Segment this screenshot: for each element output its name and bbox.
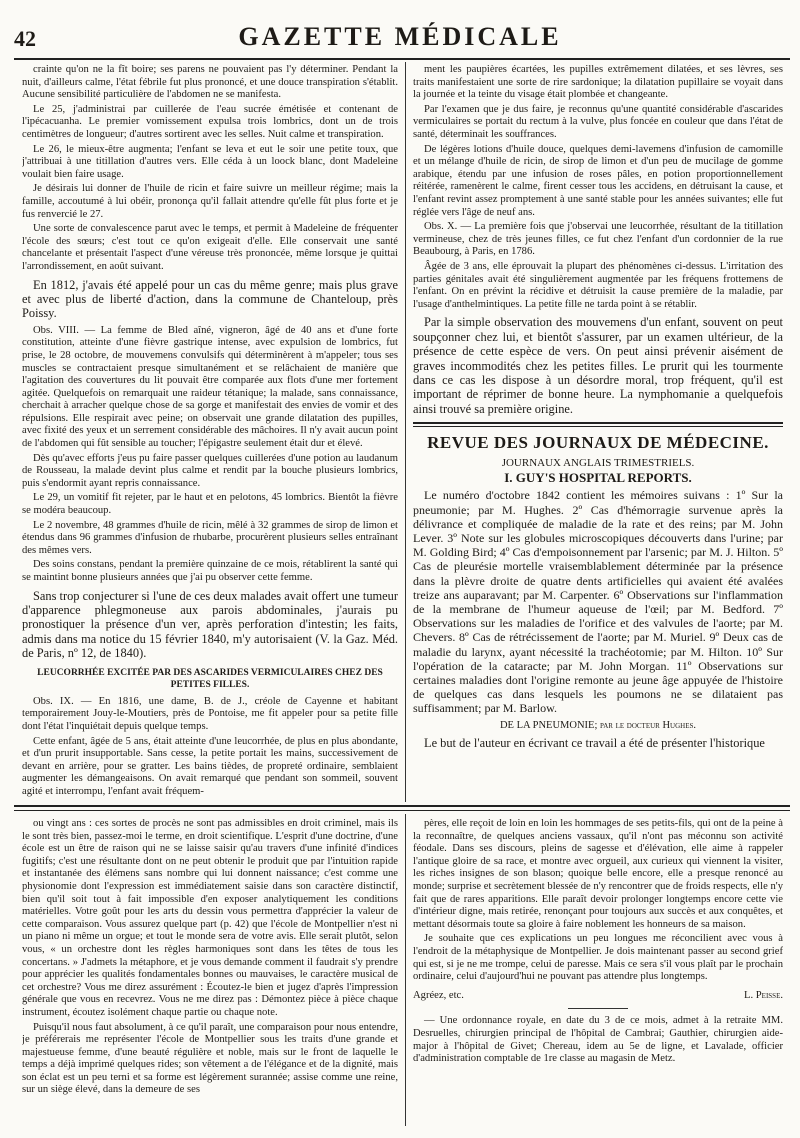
bottom-right-column [413,818,783,1128]
paragraph-large: En 1812, j'avais été appelé pour un cas du même genre; mais plus grave et avec plus de liberté d'action, dans la commune de Chanteloup, près Poissy. [22,277,398,321]
section-rule [413,422,783,424]
article-heading: DE LA PNEUMONIE; par le docteur Hughes. [499,719,697,731]
section-rule-thin [413,426,783,427]
review-title: REVUE DES JOURNAUX DE MÉDECINE. [427,433,769,453]
section-subheading: LEUCORRHÉE EXCITÉE PAR DES ASCARIDES VERMICULAIRES CHEZ DES PETITES FILLES. [37,667,383,691]
signoff [413,990,783,1003]
paragraph: crainte qu'on ne la fît boire; ses parens ne pouvaient pas l'y déterminer. Pendant la nuit, d'ailleurs calme, l'état fébrile fut plus prononcé, et une douce transpiration s'établit. Aucune sensibilité particulière de l'abdomen ne se manifesta. [22,64,398,101]
paragraph: Le 29, un vomitif fit rejeter, par le haut et en pelotons, 45 lombrics. Bientôt la fièvre se modéra beaucoup. [22,492,398,517]
masthead-title: GAZETTE MÉDICALE [238,22,562,51]
paragraph: Je souhaite que ces explications un peu longues me réconcilient avec vous à l'endroit de la métaphysique de Montpellier. Je dois maintenant passer au second grief qui est, si je ne me trompe, celui de paresse. Mais ce sera s'il vous plaît par le prochain ordinaire, celui d'aujourd'hui ne pouvant pas attendre plus longtemps. [413,933,783,983]
article-start: Le but de l'auteur en écrivant ce travail a été de présenter l'historique [424,736,765,751]
observation-10: Obs. X. — La première fois que j'observai une leucorrhée, résultant de la titillation vermineuse, chez de très jeunes filles, ce fut chez l'enfant d'un cordonnier de la rue Beaubourg, à Paris, en 1786. [413,221,783,258]
review-subtitle: JOURNAUX ANGLAIS TRIMESTRIELS. [501,457,695,470]
paragraph-large: Sans trop conjecturer si l'une de ces deux malades avait offert une tumeur d'apparence phlegmoneuse aux parois abdominales, j'aurais pu pronostiquer la présence d'un ver, après perforation d'intestin; les faits, admis dans ma notice du 15 février 1840, m'y autorisaient (V. la Gaz. Méd. de Paris, nº 12, de 1840). [22,588,398,661]
observation-8: Obs. VIII. — La femme de Bled aîné, vigneron, âgé de 40 ans et d'une forte constitution, atteinte d'une fièvre gastrique intense, avec expulsion de lombrics, fut prise, le 28 octobre, de mouvemens convulsifs qui déterminèrent à m'appeler; tous ses muscles se contractaient presque simultanément et se relâchaient de manière que l'agitation des couvertures du lit pouvait être comparée aux flots d'une mer fortement agitée. Quelquefois on remarquait une raideur tétanique; la malade, sans connaissance, cherchait à arracher quelque chose de sa gorge et manifestait des envies de vomir et des répulsions. Elle respirait avec peine; on observait une grande dilatation des pupilles, avec fixité des yeux et un serrement considérable des mâchoires. Il n'y avait aucun point de l'abdomen qui fût sensible au toucher; l'épigastre seulement était dur et élevé. [22,324,398,450]
column-divider-top [405,62,406,802]
paragraph-large: Par la simple observation des mouvemens d'un enfant, souvent on peut soupçonner chez lui, et bientôt s'assurer, par un examen ultérieur, de la présence de cette espèce de vers. On peut ainsi prévenir aisément de graves incommodités chez les petites filles. Le prurit qui les tourmente dans ce cas les dispose à un désordre moral, trop fréquent, qu'il est important de réprimer de bonne heure. La nymphomanie a quelquefois ainsi trouvé sa première origine. [413,315,783,416]
section-divider [14,805,790,807]
paragraph: Cette enfant, âgée de 5 ans, était atteinte d'une leucorrhée, de plus en plus abondante, et d'un prurit insupportable. Sans cesse, la petite portait les mains, successivement de devant en arrière, pour se gratter. Les bains tièdes, de propreté ordinaire, semblaient augmenter les démangeaisons. On avait remarqué que pendant son sommeil, souvent agité et interrompu, l'enfant avait fréquem- [22,735,398,797]
paragraph: ment les paupières écartées, les pupilles extrêmement dilatées, et ses lèvres, ses traits manifestaient une sorte de rire sardonique; la dilatation pupillaire se voyait dans la journée et la teinte du visage était plombée et changeante. [413,64,783,101]
paragraph: Je désirais lui donner de l'huile de ricin et faire suivre un meilleur régime; mais la famille, accoutumé à lui obéir, prononça qu'il fallait attendre qu'elle fût plus forte et je fus renvercié le 27. [22,183,398,220]
column-divider-bottom [405,814,406,1126]
review-journal: I. GUY'S HOSPITAL REPORTS. [504,469,692,485]
paragraph: pères, elle reçoit de loin en loin les hommages de ses petits-fils, qui ont de la peine à la reconnaître, de quelques anciens vassaux, qu'il n'ont pas méconnu son activité féodale. Dans ses discours, pleins de sagesse et d'élévation, elle aime à rappeler l'antique gloire de sa race, et montre avec orgueil, aux curieux qui viennent la visiter, les riches insignes de son blason; quoique belle encore, elle a presque renoncé au monde; surprise et secrètement blessée de n'y rencontrer que de froids respects, elle n'y fait que de rares apparitions. Elle paraît devoir prolonger longtemps encore cette vie d'intérieur digne, mais retirée, renonçant pour toujours aux succès et aux conquêtes, et mettant désormais toute sa gloire à faire noblement les honneurs de sa maison. [413,818,783,930]
salutation: Agréez, etc. [413,989,464,1001]
paragraph: Le 25, j'administrai par cuillerée de l'eau sucrée émétisée et contenant de l'ipécacuanha. Le premier vomissement expulsa trois lombrics, dont un de trois centimètres de longueur; d'autres sortirent avec les selles. Nuit calme et transpiration. [22,103,398,140]
paragraph: De légères lotions d'huile douce, quelques demi-lavemens d'infusion de camomille et un mélange d'huile de ricin, de sirop de limon et d'un peu de mucilage de gomme arabique, étendu par une infusion de roses pâles, en potion proportionnellement réitérée, ramenèrent le calme, firent cesser tous les accidens, en détruisant la cause, et l'enfant revint assez promptement à une santé stable pour les années suivantes; elle fut réglée vers l'âge de neuf ans. [413,143,783,218]
page-number: 42 [14,26,36,51]
paragraph: Âgée de 3 ans, elle éprouvait la plupart des phénomènes ci-dessus. L'irritation des parties génitales avait été singulièrement augmentée par les fréquens frottemens de l'enfant. On en prévint la récidive et détruisit la cause première de la maladie, par l'usage d'anthelmintiques. La petite fille ne tarda point à se rétablir. [413,260,783,310]
left-column [22,64,398,802]
review-contents: Le numéro d'octobre 1842 contient les mémoires suivans : 1º Sur la pneumonie; par M. Hughes. 2º Cas d'hémorragie survenue après la délivrance et compliquée de maladie de la rate et des reins; par M. John Lever. 3º Note sur les globules microscopiques découverts dans l'urine; par M. Golding Bird; 4º Cas d'empoisonnement par l'arsenic; par M. J. Hilton. 5º Cas de pleurésie mortelle vraisemblablement déterminée par la présence dans la plèvre droite de quatre dents artificielles qui avaient été avalées treize ans auparavant; par M. Carpenter. 6º Observations sur l'inflammation de la membrane de l'humeur aqueuse de l'œil; par M. Bedford. 7º Observations sur les maladies de l'orifice et des valvules de l'aorte; par M. Chevers. 8º Cas de rétrécissement de l'aorte; par M. Muriel. 9º Deux cas de maladie du larynx, ayant nécessité la trachéotomie; par M. Hilton. 10º Sur l'opération de la cataracte; par M. John Morgan. 11º Observations sur certaines maladies dont l'origine remonte au jeune âge appuyée de l'histoire de quelques cas dans lesquels les poumons ne se dilataient pas suffisamment; par M. Barlow. [413,488,783,716]
masthead-rule [14,58,790,60]
paragraph: ou vingt ans : ces sortes de procès ne sont pas admissibles en droit criminel, mais ils le sont très bien, passez-moi le terme, en droit scientifique. L'esprit d'une doctrine, d'une école est un être de raison qui ne se laisse saisir qu'au travers d'une infinité d'indices fugitifs; c'est une résultante dont on ne peut obtenir le produit que par l'intuition rapide et instantanée des élémens sans nombre qui lui donnent naissance; c'est comme une physionomie dont l'expression est immédiatement saisie dans son caractère distinctif, bien qu'il soit tout à fait impossible d'en exposer analytiquement les conditions matérielles. Votre goût pour les arts du dessin vous permettra d'apprécier la valeur de cette comparaison. Vous assurez quelque part (p. 42) que l'école de Montpellier n'est ni un piano ni même un orgue; et tout le monde sera de votre avis. Elle serait plutôt, selon vous, « un orchestre dont les règles harmoniques sont dans les têtes de tous les concertans. » J'admets la métaphore, et je vous demande comment il faudrait s'y prendre pour apprécier les qualités fondamentales bonnes ou mauvaises, le caractère musical de cet orchestre? Vous me direz assurément : Écoutez-le bien et jugez d'après l'impression générale que vous en recevrez. Vous ne me direz pas : Démontez pièce à pièce chaque instrument, écoutez isolément chaque partie ou chaque note. [22,818,398,1018]
notice: — Une ordonnance royale, en date du 3 de ce mois, admet à la retraite MM. Desruelles, chirurgien principal de l'hôpital de Cambrai; Gauthier, chirurgien aide-major à l'hôpital de Givet; Chereau, idem au 5e de ligne, et Lavalade, officier d'administration comptable de 1re classe au magasin de Metz. [413,1015,783,1065]
paragraph: Le 26, le mieux-être augmenta; l'enfant se leva et eut le soir une petite toux, que j'attribuai à une titillation d'autres vers. Elle céda à un loock blanc, dont Madeleine voulait bien faire usage. [22,143,398,180]
paragraph: Des soins constans, pendant la première quinzaine de ce mois, rétablirent la santé qui se maintint bonne plusieurs années que j'ai pu observer cette femme. [22,559,398,583]
section-divider-thin [14,810,790,811]
paragraph: Dès qu'avec efforts j'eus pu faire passer quelques cuillerées d'une potion au laudanum de Rousseau, la malade devint plus calme et rendit par la bouche plusieurs lombrics, puis s'endormit ayant repris connaissance. [22,452,398,489]
paragraph: Le 2 novembre, 48 grammes d'huile de ricin, mêlé à 32 grammes de sirop de limon et étendus dans 96 grammes d'infusion de rhubarbe, procurèrent plusieurs selles entraînant des mêmes vers. [22,519,398,556]
short-rule [568,1008,628,1009]
bottom-left-column [22,818,398,1128]
paragraph: Puisqu'il nous faut absolument, à ce qu'il paraît, une comparaison pour nous entendre, je préférerais me représenter l'école de Montpellier sous les traits d'une grande et majestueuse femme, d'une beauté régulière et noble, mais sur le front de laquelle le temps a déjà imprimé quelques rides; son vêtement a de l'élégance et de la dignité, mais son éclat est un peu terni et sa forme est légèrement surannée; assise comme une reine, sur un siège élevé, dans la demeure de ses [22,1021,398,1096]
right-column [413,64,783,802]
author-signature: L. Peisse. [744,989,783,1001]
paragraph: Par l'examen que je dus faire, je reconnus qu'une quantité considérable d'ascarides vermiculaires se portait du rectum à la vulve, plus foncée en couleur que dans l'état de santé, déterminait les souffrances. [413,103,783,140]
observation-9: Obs. IX. — En 1816, une dame, B. de J., créole de Cayenne et habitant temporairement Jouy-le-Moutiers, près de Pontoise, me fit appeler pour sa petite fille dont l'état l'inquiétait depuis quelque temps. [22,695,398,732]
paragraph: Une sorte de convalescence parut avec le temps, et permit à Madeleine de fréquenter l'école des sœurs; c'est tout ce qu'on exigeait d'elle. Elle conservait une santé chancelante et présentait l'aspect d'une véreuse très prononcée, même lorsque je quittai l'arrondissement, en août suivant. [22,223,398,272]
